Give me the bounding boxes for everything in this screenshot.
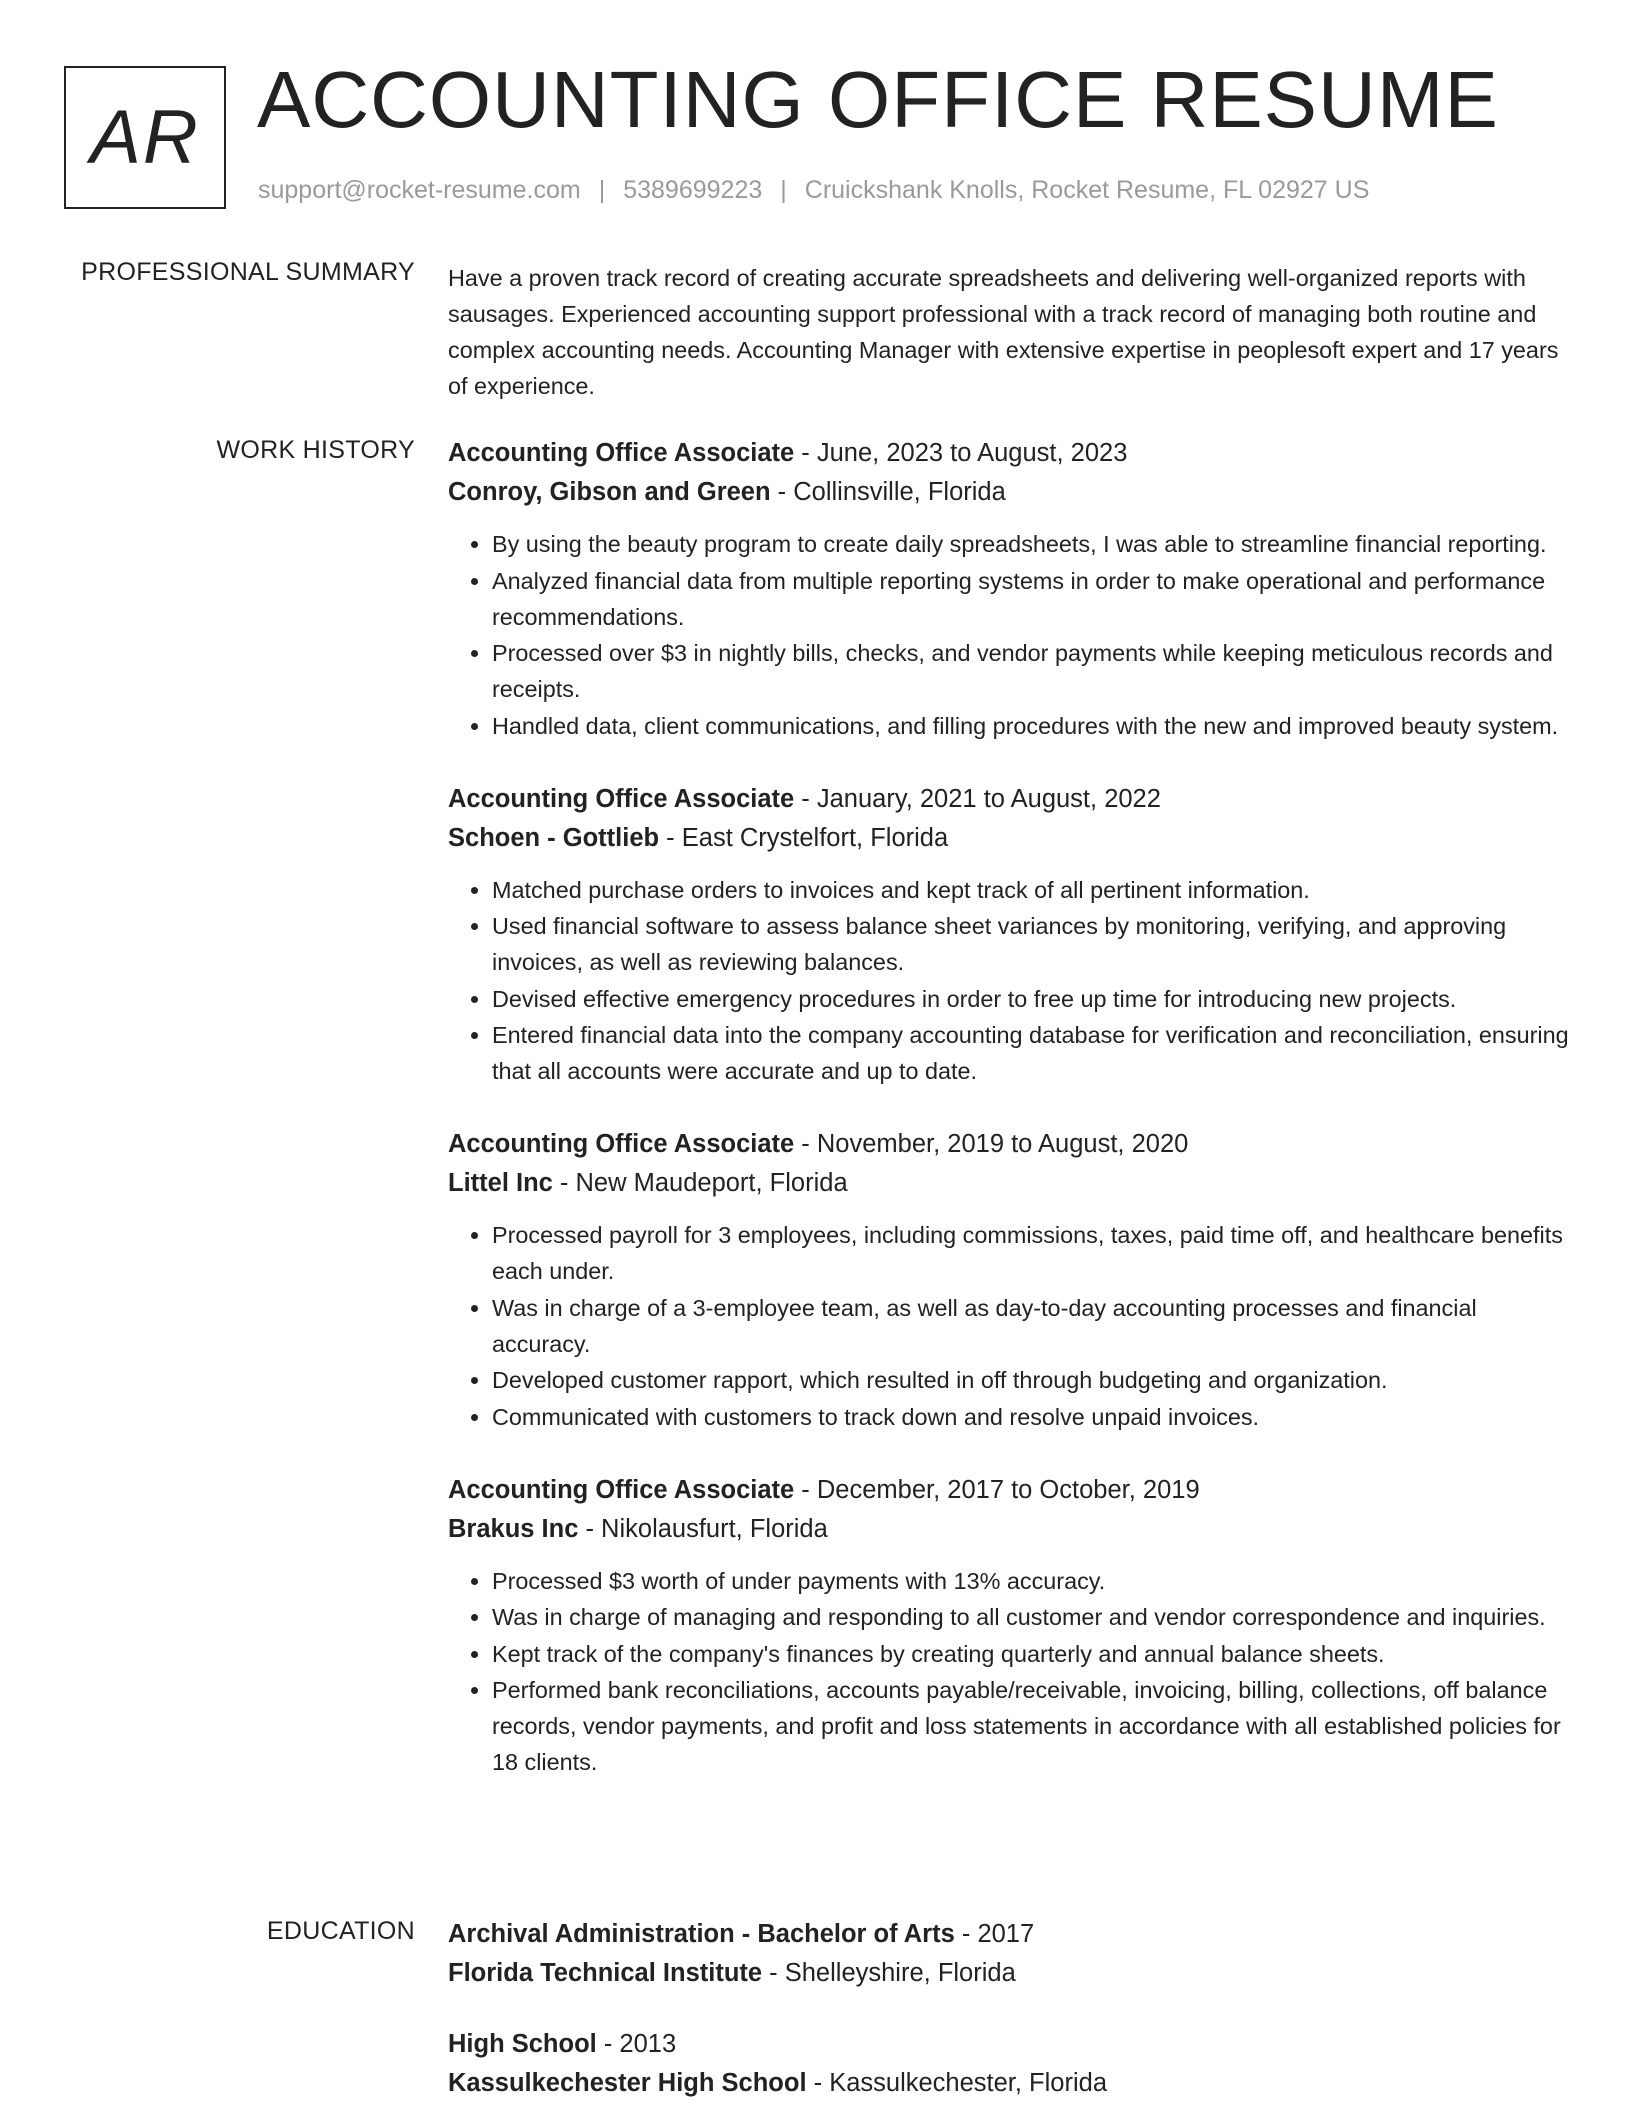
job-company-line xyxy=(448,819,1573,858)
job-bullet: • Kept track of the company's finances by creating quarterly and annual balance sheets. xyxy=(492,1636,1573,1672)
summary-body xyxy=(448,260,1573,404)
job-bullet: • Matched purchase orders to invoices and kept track of all pertinent information. xyxy=(492,872,1573,908)
job-company-line xyxy=(448,473,1573,512)
education-body xyxy=(448,1915,1573,2112)
job-dates: - June, 2023 to August, 2023 xyxy=(794,439,1128,467)
job-company-line xyxy=(448,1510,1573,1549)
job-bullet: • Developed customer rapport, which resulted in off through budgeting and organization. xyxy=(492,1362,1573,1398)
job-title: Accounting Office Associate xyxy=(448,439,795,467)
job-bullet: • Entered financial data into the company accounting database for verification and reconciliation, ensuring that all accounts were accurate and up to date. xyxy=(492,1017,1573,1089)
job-bullet: • By using the beauty program to create daily spreadsheets, I was able to streamline financial reporting. xyxy=(492,526,1573,562)
job-title-line xyxy=(448,1471,1573,1510)
edu-school: Kassulkechester High School xyxy=(448,2069,807,2097)
job-location: - Collinsville, Florida xyxy=(770,478,1006,506)
section-label-education: EDUCATION xyxy=(266,1917,415,1945)
summary-text: Have a proven track record of creating accurate spreadsheets and delivering well-organized reports with sausages. Experienced accounting support professional with a track record of managing both routine and complex accounting needs. Accounting Manager with extensive expertise in peoplesoft expert and 17 years of experience. xyxy=(448,265,1559,399)
contact-address: Cruickshank Knolls, Rocket Resume, FL 02927 US xyxy=(804,176,1370,204)
contact-email[interactable]: support@rocket-resume.com xyxy=(258,176,581,204)
edu-degree-line xyxy=(448,1915,1573,1954)
edu-school-line xyxy=(448,1954,1573,1993)
education-entry xyxy=(448,2025,1573,2103)
job-company: Schoen - Gottlieb xyxy=(448,823,660,852)
monogram-initials: AR xyxy=(90,95,200,180)
job-dates: - December, 2017 to October, 2019 xyxy=(794,1475,1200,1504)
job-location: - New Maudeport, Florida xyxy=(552,1169,848,1197)
job-title-line xyxy=(448,1125,1573,1164)
job-bullets xyxy=(448,872,1573,1090)
job-bullet: • Was in charge of a 3-employee team, as well as day-to-day accounting processes and financial accuracy. xyxy=(492,1290,1573,1362)
job-location: - Nikolausfurt, Florida xyxy=(578,1514,828,1543)
job-entry xyxy=(448,1471,1573,1781)
edu-degree-line xyxy=(448,2025,1573,2064)
section-label-work: WORK HISTORY xyxy=(216,436,415,464)
edu-degree: High School xyxy=(448,2030,597,2058)
job-bullet: • Processed over $3 in nightly bills, checks, and vendor payments while keeping meticulous records and receipts. xyxy=(492,635,1573,707)
job-company: Conroy, Gibson and Green xyxy=(448,478,771,506)
contact-separator: | xyxy=(598,176,606,204)
job-dates: - November, 2019 to August, 2020 xyxy=(794,1130,1189,1158)
contact-separator: | xyxy=(780,176,787,204)
education-entry xyxy=(448,1915,1573,1993)
contact-phone[interactable]: 5389699223 xyxy=(623,176,763,204)
job-company: Brakus Inc xyxy=(448,1514,579,1543)
job-bullet: • Performed bank reconciliations, accounts payable/receivable, invoicing, billing, collections, off balance records, vendor payments, and profit and loss statements in accordance with all established policies for 18 clients. xyxy=(492,1672,1573,1780)
job-entry xyxy=(448,1125,1573,1435)
edu-degree: Archival Administration - Bachelor of Arts xyxy=(448,1920,955,1948)
job-bullets xyxy=(448,1563,1573,1781)
job-bullet: • Used financial software to assess balance sheet variances by monitoring, verifying, and approving invoices, as well as reviewing balances. xyxy=(492,908,1573,980)
job-entry xyxy=(448,780,1573,1090)
edu-location: - Shelleyshire, Florida xyxy=(762,1959,1016,1987)
job-bullet: • Processed $3 worth of under payments with 13% accuracy. xyxy=(492,1563,1573,1599)
job-bullets xyxy=(448,526,1573,744)
resume-title: ACCOUNTING OFFICE RESUME xyxy=(257,55,1499,144)
edu-school: Florida Technical Institute xyxy=(448,1959,763,1987)
contact-line xyxy=(258,176,1369,205)
job-company-line xyxy=(448,1164,1573,1203)
job-title: Accounting Office Associate xyxy=(448,1130,795,1158)
job-title-line xyxy=(448,434,1573,473)
work-body xyxy=(448,434,1573,1816)
job-bullet: • Communicated with customers to track down and resolve unpaid invoices. xyxy=(492,1399,1573,1435)
job-dates: - January, 2021 to August, 2022 xyxy=(794,784,1161,813)
section-label-summary: PROFESSIONAL SUMMARY xyxy=(81,258,415,286)
edu-location: - Kassulkechester, Florida xyxy=(806,2069,1108,2097)
job-bullets xyxy=(448,1217,1573,1435)
job-bullet: • Handled data, client communications, and filling procedures with the new and improved beauty system. xyxy=(492,708,1573,744)
job-bullet: • Was in charge of managing and responding to all customer and vendor correspondence and inquiries. xyxy=(492,1599,1573,1635)
edu-year: - 2013 xyxy=(596,2030,677,2058)
job-bullet: • Devised effective emergency procedures in order to free up time for introducing new projects. xyxy=(492,981,1573,1017)
monogram-box xyxy=(64,66,226,209)
job-title-line xyxy=(448,780,1573,819)
job-bullet: • Processed payroll for 3 employees, including commissions, taxes, paid time off, and healthcare benefits each under. xyxy=(492,1217,1573,1289)
job-bullet: • Analyzed financial data from multiple reporting systems in order to make operational and performance recommendations. xyxy=(492,563,1573,635)
job-title: Accounting Office Associate xyxy=(448,784,795,813)
job-title: Accounting Office Associate xyxy=(448,1475,795,1504)
job-company: Littel Inc xyxy=(448,1169,553,1197)
edu-year: - 2017 xyxy=(954,1920,1035,1948)
job-entry xyxy=(448,434,1573,744)
edu-school-line xyxy=(448,2064,1573,2103)
job-location: - East Crystelfort, Florida xyxy=(659,823,949,852)
